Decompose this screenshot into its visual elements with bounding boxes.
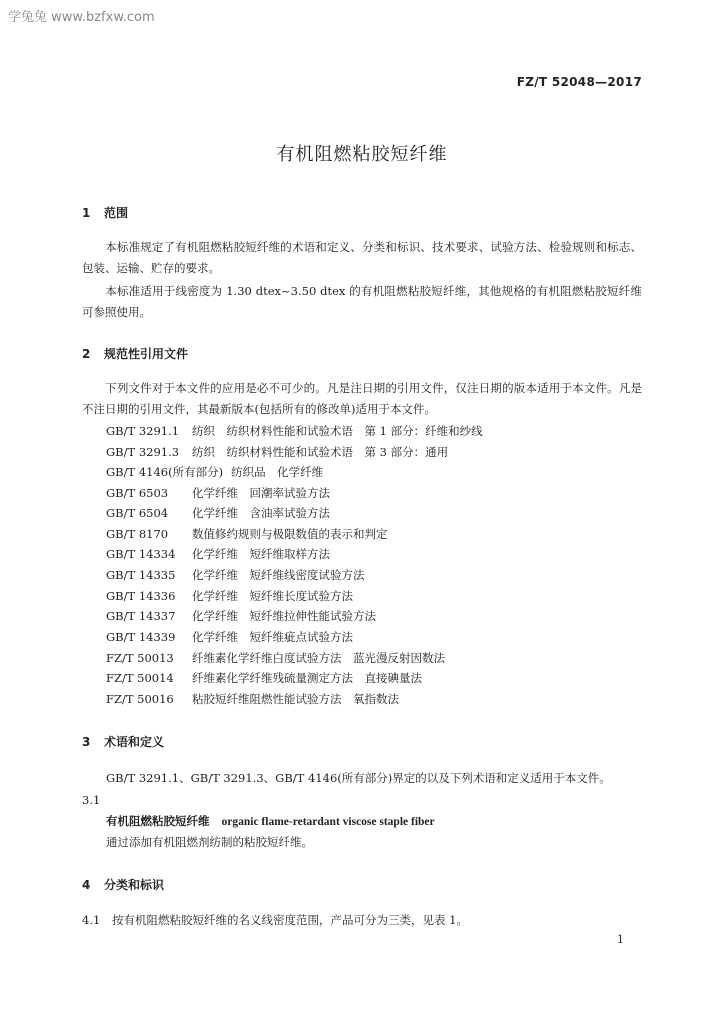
reference-item [106, 546, 330, 562]
reference-code: GB/T 14339 [106, 630, 176, 644]
reference-title: 数值修约规则与极限数值的表示和判定 [192, 527, 388, 541]
reference-item [106, 526, 388, 542]
watermark-text: 学兔兔 www.bzfxw.com [8, 10, 155, 25]
section-number: 3 [82, 735, 91, 749]
reference-item [106, 505, 330, 521]
section-1-paragraph-1 [82, 237, 642, 278]
reference-code: GB/T 3291.1 [106, 424, 180, 438]
reference-code: FZ/T 50014 [106, 671, 174, 685]
reference-code: GB/T 4146(所有部分) [106, 465, 224, 479]
reference-code: FZ/T 50013 [106, 651, 174, 665]
term-heading [106, 813, 435, 829]
reference-title: 粘胶短纤维阻燃性能试验方法 氧指数法 [192, 692, 399, 706]
standard-code: FZ/T 52048—2017 [516, 75, 642, 89]
reference-item [106, 629, 353, 645]
reference-code: GB/T 14337 [106, 609, 176, 623]
term-zh: 有机阻燃粘胶短纤维 [106, 814, 210, 828]
reference-item [106, 691, 399, 707]
section-title: 规范性引用文件 [104, 347, 189, 361]
reference-title: 化学纤维 回潮率试验方法 [192, 486, 330, 500]
paragraph-text: 下列文件对于本文件的应用是必不可少的。凡是注日期的引用文件，仅注日期的版本适用于本文件。凡是不注日期的引用文件，其最新版本(包括所有的修改单)适用于本文件。 [82, 381, 642, 416]
reference-title: 纺织品 化学纤维 [231, 465, 324, 479]
section-title: 分类和标识 [104, 878, 165, 892]
reference-code: GB/T 14334 [106, 547, 176, 561]
reference-item [106, 670, 422, 686]
section-3-heading [82, 733, 164, 750]
reference-item [106, 423, 483, 439]
reference-item [106, 650, 445, 666]
reference-title: 化学纤维 短纤维取样方法 [192, 547, 330, 561]
reference-title: 化学纤维 短纤维长度试验方法 [192, 589, 353, 603]
section-1-paragraph-2 [82, 281, 642, 322]
reference-title: 化学纤维 含油率试验方法 [192, 506, 330, 520]
paragraph-text: 本标准规定了有机阻燃粘胶短纤维的术语和定义、分类和标识、技术要求、试验方法、检验规则和标志、包装、运输、贮存的要求。 [82, 240, 642, 275]
term-definition: 通过添加有机阻燃剂纺制的粘胶短纤维。 [106, 835, 313, 849]
reference-title: 化学纤维 短纤维线密度试验方法 [192, 568, 365, 582]
section-2-intro [82, 378, 642, 419]
clause-text: 按有机阻燃粘胶短纤维的名义线密度范围，产品可分为三类，见表 1。 [112, 913, 468, 927]
section-number: 1 [82, 206, 91, 220]
section-number: 2 [82, 347, 91, 361]
term-number: 3.1 [82, 793, 101, 807]
reference-code: GB/T 14336 [106, 589, 176, 603]
reference-title: 纺织 纺织材料性能和试验术语 第 1 部分：纤维和纱线 [192, 424, 483, 438]
section-3-intro: GB/T 3291.1、GB/T 3291.3、GB/T 4146(所有部分)界定的以及下列术语和定义适用于本文件。 [106, 771, 611, 785]
term-en: organic flame-retardant viscose staple fiber [221, 816, 435, 828]
reference-title: 化学纤维 短纤维疵点试验方法 [192, 630, 353, 644]
reference-code: GB/T 14335 [106, 568, 176, 582]
reference-item [106, 464, 323, 480]
clause-number: 4.1 [82, 913, 101, 927]
section-2-heading [82, 345, 188, 362]
reference-code: GB/T 8170 [106, 527, 169, 541]
reference-item [106, 608, 376, 624]
document-title: 有机阻燃粘胶短纤维 [276, 144, 448, 165]
reference-item [106, 485, 330, 501]
section-title: 范围 [104, 206, 129, 220]
paragraph-text: 本标准适用于线密度为 1.30 dtex~3.50 dtex 的有机阻燃粘胶短纤维，其他规格的有机阻燃粘胶短纤维可参照使用。 [82, 284, 642, 319]
reference-title: 纤维素化学纤维白度试验方法 蓝光漫反射因数法 [192, 651, 445, 665]
reference-item [106, 567, 365, 583]
section-1-heading [82, 204, 128, 221]
reference-code: GB/T 3291.3 [106, 445, 180, 459]
section-title: 术语和定义 [104, 735, 165, 749]
reference-title: 纺织 纺织材料性能和试验术语 第 3 部分：通用 [192, 445, 449, 459]
page-number: 1 [617, 933, 624, 946]
reference-code: GB/T 6503 [106, 486, 169, 500]
reference-title: 化学纤维 短纤维拉伸性能试验方法 [192, 609, 376, 623]
clause-4-1 [82, 912, 468, 928]
reference-title: 纤维素化学纤维残硫量测定方法 直接碘量法 [192, 671, 422, 685]
reference-item [106, 588, 353, 604]
section-number: 4 [82, 878, 91, 892]
reference-code: GB/T 6504 [106, 506, 169, 520]
reference-code: FZ/T 50016 [106, 692, 174, 706]
reference-item [106, 444, 448, 460]
section-4-heading [82, 876, 164, 893]
